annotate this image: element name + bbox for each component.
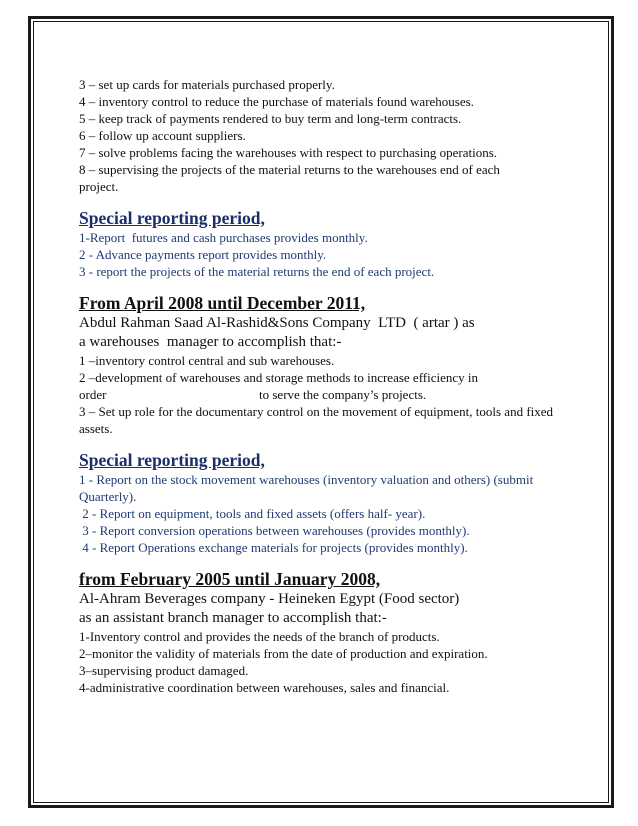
reporting-list	[79, 229, 569, 280]
section-heading: From April 2008 until December 2011,	[79, 293, 366, 313]
list-item: 3 - Report conversion operations between warehouses (provides monthly).	[79, 523, 470, 538]
list-item: 2 - Advance payments report provides monthly.	[79, 247, 327, 262]
list-item: 6 – follow up account suppliers.	[79, 128, 246, 143]
role-line: as an assistant branch manager to accomplish that:-	[79, 610, 387, 626]
list-item: 7 – solve problems facing the warehouses with respect to purchasing operations.	[79, 145, 498, 160]
list-item: 3 – Set up role for the documentary control on the movement of equipment, tools and fixed assets.	[79, 404, 554, 436]
reporting-list	[79, 471, 569, 556]
list-item: 1 - Report on the stock movement warehouses (inventory valuation and others) (submit Quarterly).	[79, 472, 534, 504]
list-item: 1-Report futures and cash purchases provides monthly.	[79, 230, 368, 245]
list-item: 3 - report the projects of the material returns the end of each project.	[79, 264, 435, 279]
list-item	[79, 386, 569, 403]
company-line: Abdul Rahman Saad Al-Rashid&Sons Company LTD ( artar ) as	[79, 315, 475, 331]
section-heading: Special reporting period,	[79, 450, 265, 470]
list-item: 4-administrative coordination between warehouses, sales and financial.	[79, 680, 450, 695]
list-item: 3 – set up cards for materials purchased properly.	[79, 77, 335, 92]
company-line: Al-Ahram Beverages company - Heineken Egypt (Food sector)	[79, 591, 460, 607]
duties-list	[79, 352, 569, 437]
list-item: 2 - Report on equipment, tools and fixed assets (offers half- year).	[79, 506, 426, 521]
list-item: 8 – supervising the projects of the material returns to the warehouses end of each	[79, 162, 500, 177]
list-item: 1 –inventory control central and sub warehouses.	[79, 353, 335, 368]
list-item-text: order	[79, 387, 107, 402]
duties-list	[79, 628, 569, 696]
list-item: 2–monitor the validity of materials from the date of production and expiration.	[79, 646, 488, 661]
section-heading: Special reporting period,	[79, 208, 265, 228]
list-item: project.	[79, 179, 119, 194]
list-item: 3–supervising product damaged.	[79, 663, 249, 678]
list-item: 4 - Report Operations exchange materials for projects (provides monthly).	[79, 540, 468, 555]
list-item: 4 – inventory control to reduce the purchase of materials found warehouses.	[79, 94, 474, 109]
list-item-text: to serve the company’s projects.	[259, 387, 427, 402]
list-item: 5 – keep track of payments rendered to buy term and long-term contracts.	[79, 111, 462, 126]
section-heading: from February 2005 until January 2008,	[79, 569, 381, 589]
document-body	[79, 76, 569, 696]
role-line: a warehouses manager to accomplish that:-	[79, 334, 342, 350]
list-item: 2 –development of warehouses and storage methods to increase efficiency in	[79, 370, 479, 385]
duties-list	[79, 76, 569, 195]
list-item: 1-Inventory control and provides the needs of the branch of products.	[79, 629, 440, 644]
